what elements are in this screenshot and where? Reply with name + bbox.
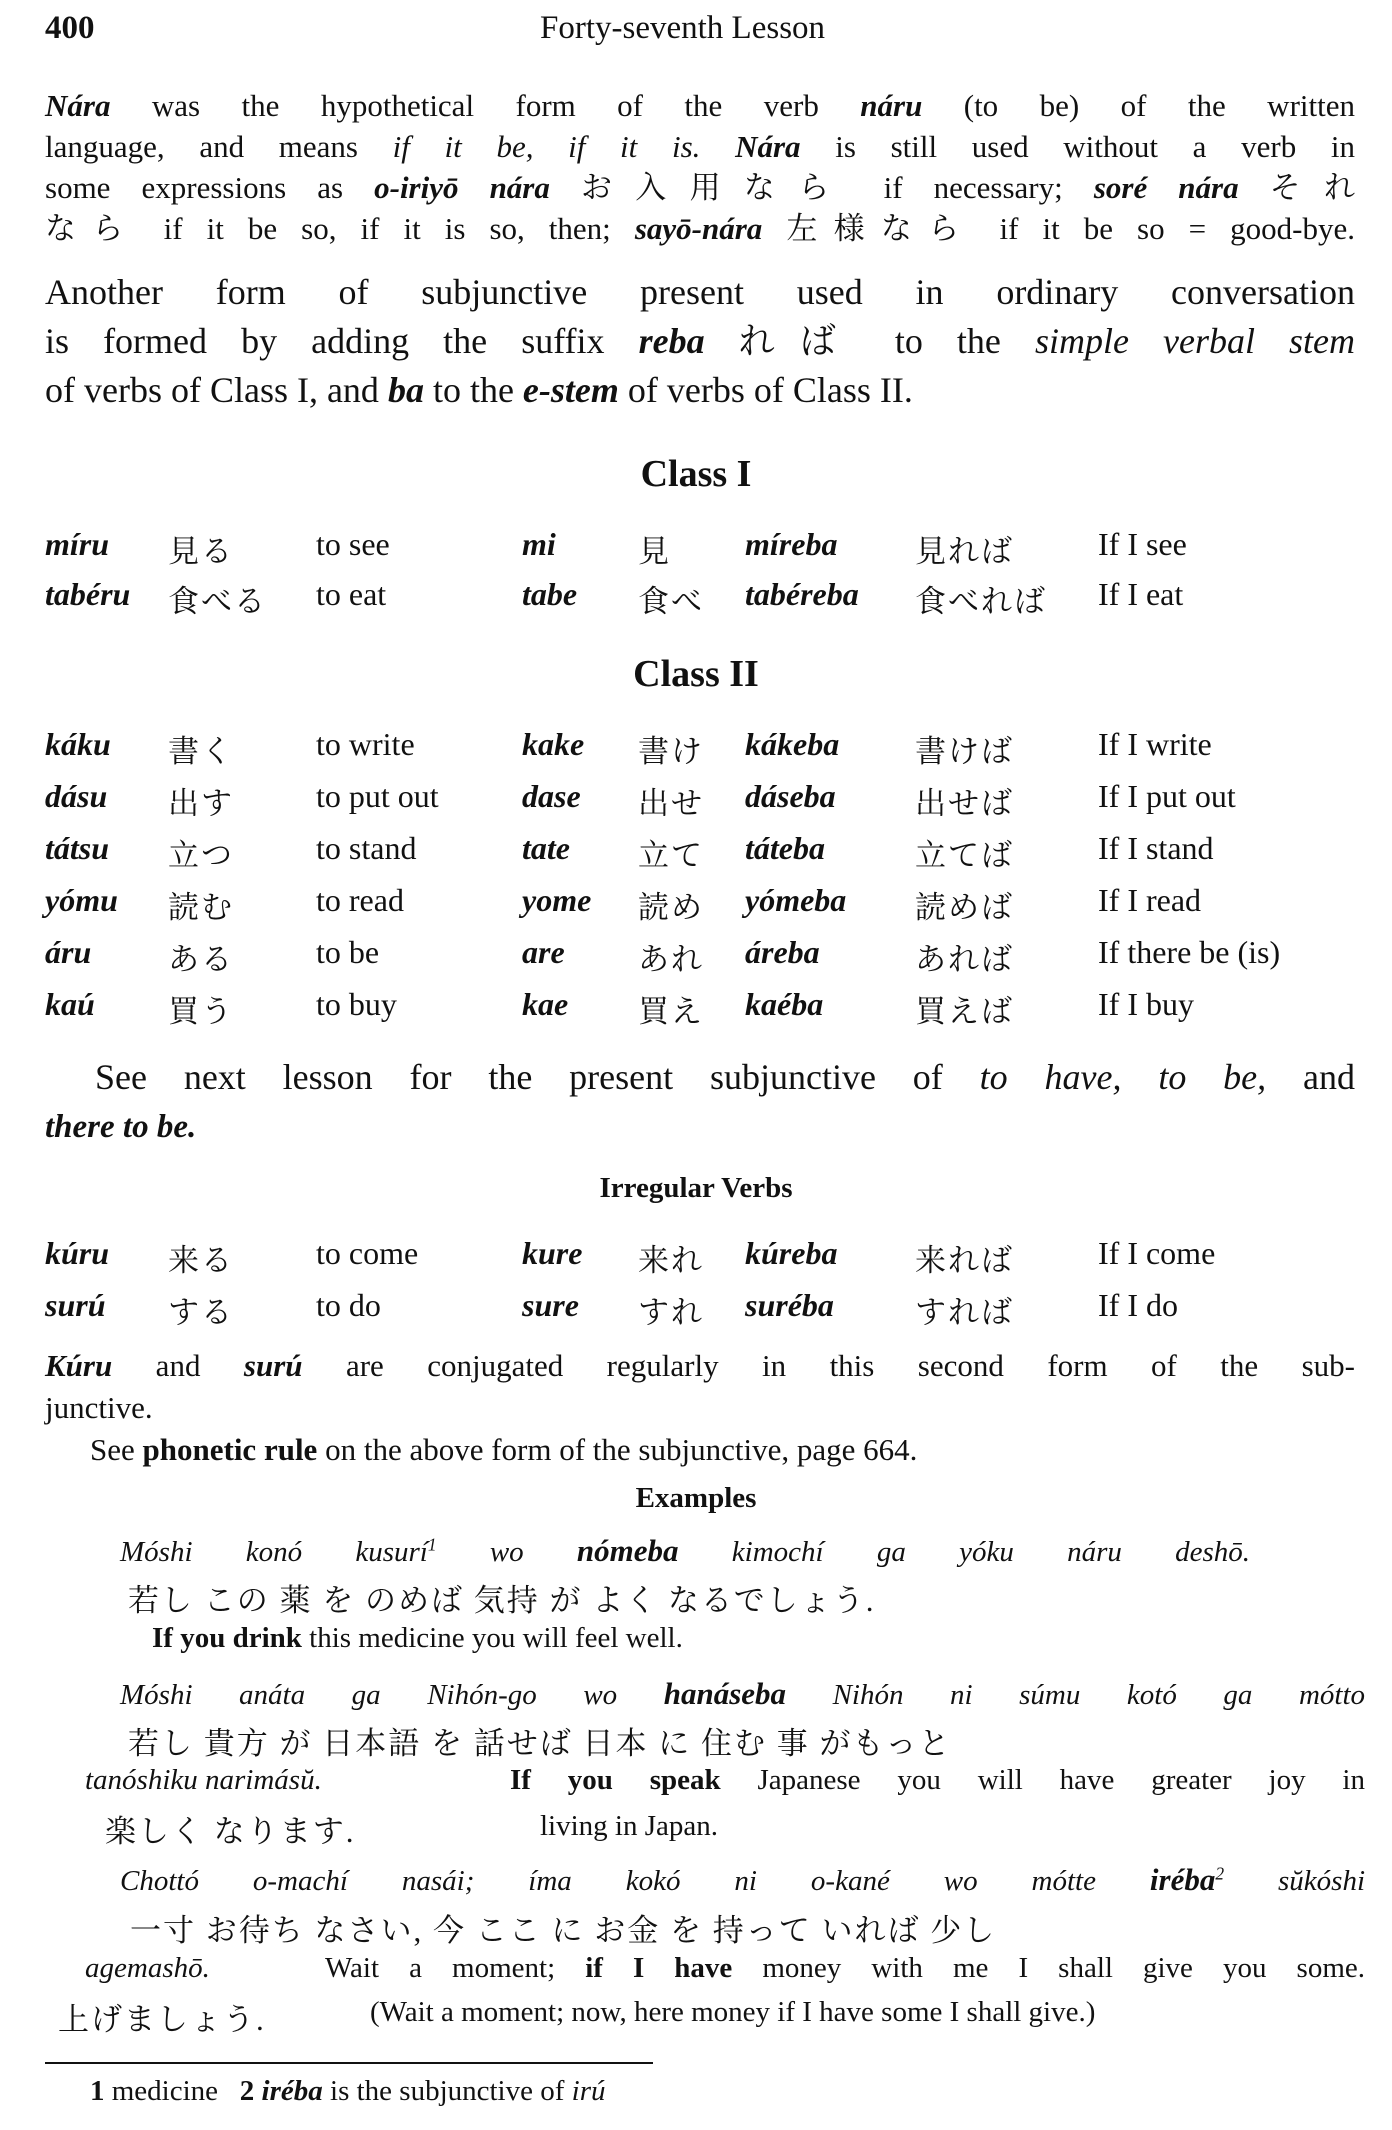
para4-line2: junctive. xyxy=(45,1390,153,1425)
footnote-ref: 2 xyxy=(1215,1863,1225,1884)
class-1-row-1-romaji: míru xyxy=(45,526,110,562)
class-2-row-2-subj-romaji: dáseba xyxy=(745,778,836,814)
class-1-row-1-kanji: 見る xyxy=(168,534,234,569)
example-3-english xyxy=(325,1952,1365,1985)
class-2-row-1-romaji: káku xyxy=(45,726,111,762)
examples-heading: Examples xyxy=(635,1482,757,1514)
footnote-rule xyxy=(45,2062,653,2064)
footnote-2-term: iréba xyxy=(261,2075,323,2107)
class-2-row-3-meaning: to stand xyxy=(316,830,417,866)
irregular-row-2-subj-romaji: suréba xyxy=(745,1287,834,1323)
term-reba: reba xyxy=(638,321,705,361)
term-naru: náru xyxy=(860,88,923,123)
example-1-english xyxy=(152,1622,683,1655)
class-2-row-1-translation: If I write xyxy=(1098,726,1212,762)
class-1-row-2-subj-kanji: 食べれば xyxy=(915,584,1047,619)
paragraph-see-next xyxy=(45,1052,1355,1152)
footnotes xyxy=(90,2075,606,2108)
text: 左様なら if it be so = good-bye. xyxy=(762,211,1355,246)
text: If you speak xyxy=(510,1764,721,1796)
footnote-2-text: is the subjunctive of xyxy=(322,2075,572,2107)
class-1-row-1-subj-romaji: míreba xyxy=(745,526,838,562)
term: sayō-nára xyxy=(634,211,763,246)
term-ireba: iréba xyxy=(1149,1862,1216,1897)
class-2-row-6-subj-kanji: 買えば xyxy=(915,994,1014,1029)
irregular-row-2-kanji: する xyxy=(168,1295,234,1330)
term-nara: Nára xyxy=(45,88,111,123)
irregular-heading: Irregular Verbs xyxy=(599,1172,793,1204)
class-2-row-6-stem-kanji: 買え xyxy=(638,994,704,1029)
class-2-row-4-meaning: to read xyxy=(316,882,404,918)
phonetic-rule: phonetic rule xyxy=(142,1432,318,1467)
example-2-english xyxy=(510,1764,1365,1797)
class-2-row-1-kanji: 書く xyxy=(168,734,234,769)
example-3-romaji xyxy=(120,1862,1365,1898)
text: なら if it be so, if it is so, then; xyxy=(45,211,635,246)
class-2-row-3-romaji: tátsu xyxy=(45,830,110,866)
gloss: to have, to be, xyxy=(979,1057,1267,1097)
irregular-row-1-kanji: 来る xyxy=(168,1243,234,1278)
irregular-row-1-stem-kanji: 来れ xyxy=(638,1243,704,1278)
para1-line3 xyxy=(45,167,1355,208)
irregular-row-2-stem-romaji: sure xyxy=(522,1287,579,1323)
class-2-row-6-romaji: kaú xyxy=(45,986,95,1022)
class-2-row-4-romaji: yómu xyxy=(45,882,118,918)
para2-line2 xyxy=(45,317,1355,366)
class-2-row-4-translation: If I read xyxy=(1098,882,1202,918)
example-3-japanese-2: 上げましょう. xyxy=(58,2002,266,2037)
gloss: simple verbal stem xyxy=(1034,321,1355,361)
irregular-row-1-subj-kanji: 来れば xyxy=(915,1243,1014,1278)
text: this medicine you will feel well. xyxy=(301,1622,683,1654)
class-2-row-3-kanji: 立つ xyxy=(168,838,234,873)
class-2-row-3-subj-romaji: táteba xyxy=(745,830,825,866)
class-2-row-4-stem-romaji: yome xyxy=(522,882,592,918)
class-2-row-2-romaji: dásu xyxy=(45,778,108,814)
class-1-row-1-stem-kanji: 見 xyxy=(638,534,671,569)
class-2-row-2-stem-romaji: dase xyxy=(522,778,581,814)
class-2-row-2-translation: If I put out xyxy=(1098,778,1236,814)
text: Móshi anáta ga Nihón-go wo xyxy=(120,1679,664,1711)
text: (to be) of the written xyxy=(922,88,1355,123)
text: お入用なら if necessary; xyxy=(549,170,1094,205)
class-2-row-1-subj-romaji: kákeba xyxy=(745,726,840,762)
term-suru: surú xyxy=(243,1348,303,1383)
term-nara: Nára xyxy=(735,129,801,164)
class-2-row-3-subj-kanji: 立てば xyxy=(915,838,1014,873)
footnote-1-number: 1 xyxy=(90,2075,105,2107)
footnote-1-text: medicine xyxy=(104,2075,219,2107)
footnote-2-term-iru: irú xyxy=(571,2075,606,2107)
class-1-row-2-stem-kanji: 食べ xyxy=(638,584,704,619)
class-2-row-2-meaning: to put out xyxy=(316,778,439,814)
class-2-row-5-romaji: áru xyxy=(45,934,92,970)
example-2-japanese: 若し 貴方 が 日本語 を 話せば 日本 に 住む 事 がもっと xyxy=(128,1726,952,1761)
class-1-row-1-stem-romaji: mi xyxy=(522,526,556,562)
example-2-english-2: living in Japan. xyxy=(540,1810,719,1842)
text: some expressions as xyxy=(45,170,375,205)
class-2-row-5-kanji: ある xyxy=(168,942,234,977)
class-2-row-5-stem-kanji: あれ xyxy=(638,942,704,977)
text: Wait a moment; xyxy=(325,1952,586,1984)
class-2-row-2-stem-kanji: 出せ xyxy=(638,786,704,821)
paragraph-reba xyxy=(45,268,1355,415)
text: If you drink xyxy=(152,1622,302,1654)
class-1-row-2-romaji: tabéru xyxy=(45,576,131,612)
text: to the xyxy=(423,370,523,410)
class-1-row-1-translation: If I see xyxy=(1098,526,1187,562)
class-2-row-6-stem-romaji: kae xyxy=(522,986,569,1022)
text: Nihón ni súmu kotó ga mótto xyxy=(786,1679,1366,1711)
para3-line2: there to be. xyxy=(45,1109,197,1145)
class-1-row-2-subj-romaji: tabéreba xyxy=(745,576,859,612)
text: See xyxy=(90,1432,143,1467)
class-2-row-4-subj-kanji: 読めば xyxy=(915,890,1014,925)
irregular-row-1-romaji: kúru xyxy=(45,1235,110,1271)
running-title: Forty-seventh Lesson xyxy=(540,10,826,46)
example-3-english-2: (Wait a moment; now, here money if I have some I shall give.) xyxy=(370,1996,1096,2028)
text: kimochí ga yóku náru deshō. xyxy=(678,1536,1251,1568)
term: o-iriyō nára xyxy=(374,170,550,205)
class-2-row-6-translation: If I buy xyxy=(1098,986,1194,1022)
class-2-row-6-kanji: 買う xyxy=(168,994,234,1029)
term: soré nára xyxy=(1093,170,1239,205)
irregular-row-1-subj-romaji: kúreba xyxy=(745,1235,838,1271)
term-e-stem: e-stem xyxy=(522,370,619,410)
term-nomeba: nómeba xyxy=(576,1533,679,1568)
class-2-row-1-meaning: to write xyxy=(316,726,415,762)
example-1-romaji xyxy=(120,1533,1250,1569)
text: and xyxy=(1266,1057,1355,1097)
class-2-row-3-stem-kanji: 立て xyxy=(638,838,704,873)
para2-line3 xyxy=(45,366,1355,415)
class-2-row-5-meaning: to be xyxy=(316,934,380,970)
example-3-romaji-2: agemashō. xyxy=(85,1952,210,1984)
text: are conjugated regularly in this second form of the sub- xyxy=(302,1348,1356,1383)
class-2-row-2-subj-kanji: 出せば xyxy=(915,786,1014,821)
class-2-row-2-kanji: 出す xyxy=(168,786,234,821)
text: Móshi konó kusurí xyxy=(120,1536,428,1568)
para1-line1 xyxy=(45,85,1355,126)
para3-line1 xyxy=(45,1052,1355,1102)
irregular-row-2-romaji: surú xyxy=(45,1287,106,1323)
text: of verbs of Class II. xyxy=(618,370,913,410)
class-2-row-1-subj-kanji: 書けば xyxy=(915,734,1014,769)
footnote-ref: 1 xyxy=(427,1534,437,1555)
class-1-row-1-meaning: to see xyxy=(316,526,390,562)
paragraph-nara xyxy=(45,85,1355,249)
example-2-romaji-2: tanóshiku narimásŭ. xyxy=(85,1764,322,1796)
text: and xyxy=(112,1348,244,1383)
class-2-row-5-stem-romaji: are xyxy=(522,934,565,970)
class-1-row-2-meaning: to eat xyxy=(316,576,387,612)
class-2-row-4-subj-romaji: yómeba xyxy=(745,882,847,918)
class-2-row-4-stem-kanji: 読め xyxy=(638,890,704,925)
text: Chottó o-machí nasái; íma kokó ni o-kané wo mótte xyxy=(120,1865,1150,1897)
para4-line3 xyxy=(45,1429,1355,1471)
irregular-row-1-stem-romaji: kure xyxy=(522,1235,583,1271)
irregular-row-1-meaning: to come xyxy=(316,1235,419,1271)
paragraph-kuru-suru xyxy=(45,1345,1355,1471)
text: money with me I shall give you some. xyxy=(732,1952,1366,1984)
text: See next lesson for the present subjunctive of xyxy=(95,1057,980,1097)
class-2-row-5-subj-kanji: あれば xyxy=(915,942,1014,977)
para2-line1: Another form of subjunctive present used in ordinary conversation xyxy=(45,272,1355,312)
class-2-row-6-subj-romaji: kaéba xyxy=(745,986,824,1022)
para1-line4 xyxy=(45,208,1355,249)
class-1-heading: Class I xyxy=(640,453,752,495)
text: れば to the xyxy=(704,321,1035,361)
irregular-row-1-translation: If I come xyxy=(1098,1235,1216,1271)
irregular-row-2-translation: If I do xyxy=(1098,1287,1178,1323)
irregular-row-2-subj-kanji: すれば xyxy=(915,1295,1014,1330)
gloss: if it be, if it is. xyxy=(392,129,701,164)
example-3-japanese: 一寸 お待ち なさい, 今 ここ に お金 を 持って いれば 少し xyxy=(130,1913,997,1948)
text: language, and means xyxy=(45,129,393,164)
class-2-row-3-stem-romaji: tate xyxy=(522,830,570,866)
footnote-2-number: 2 xyxy=(239,2075,255,2107)
term-ba: ba xyxy=(387,370,424,410)
text: wo xyxy=(436,1536,577,1568)
text: of verbs of Class I, and xyxy=(45,370,388,410)
class-2-row-5-subj-romaji: áreba xyxy=(745,934,820,970)
class-2-row-5-translation: If there be (is) xyxy=(1098,934,1281,970)
para1-line2 xyxy=(45,126,1355,167)
text: is still used without a verb in xyxy=(800,129,1355,164)
para4-line1 xyxy=(45,1345,1355,1387)
text: sŭkóshi xyxy=(1224,1865,1366,1897)
text: if I have xyxy=(585,1952,733,1984)
irregular-row-2-stem-kanji: すれ xyxy=(638,1295,704,1330)
text: is formed by adding the suffix xyxy=(45,321,639,361)
page-number: 400 xyxy=(45,10,95,46)
class-1-row-2-kanji: 食べる xyxy=(168,584,267,619)
text: それ xyxy=(1238,170,1355,205)
term-kuru: Kúru xyxy=(45,1348,113,1383)
class-1-row-2-translation: If I eat xyxy=(1098,576,1184,612)
class-2-row-1-stem-romaji: kake xyxy=(522,726,585,762)
class-2-heading: Class II xyxy=(633,653,759,695)
example-1-japanese: 若し この 薬 を のめば 気持 が よく なるでしょう. xyxy=(128,1583,876,1618)
term-hanaseba: hanáseba xyxy=(663,1676,787,1711)
text: Japanese you will have greater joy in xyxy=(720,1764,1365,1796)
class-2-row-1-stem-kanji: 書け xyxy=(638,734,704,769)
irregular-row-2-meaning: to do xyxy=(316,1287,381,1323)
text: was the hypothetical form of the verb xyxy=(110,88,861,123)
class-2-row-3-translation: If I stand xyxy=(1098,830,1214,866)
class-1-row-2-stem-romaji: tabe xyxy=(522,576,578,612)
text: on the above form of the subjunctive, page 664. xyxy=(317,1432,918,1467)
example-2-romaji xyxy=(120,1676,1365,1712)
example-2-japanese-2: 楽しく なります. xyxy=(105,1814,356,1849)
class-2-row-6-meaning: to buy xyxy=(316,986,397,1022)
class-2-row-4-kanji: 読む xyxy=(168,890,234,925)
class-1-row-1-subj-kanji: 見れば xyxy=(915,534,1014,569)
